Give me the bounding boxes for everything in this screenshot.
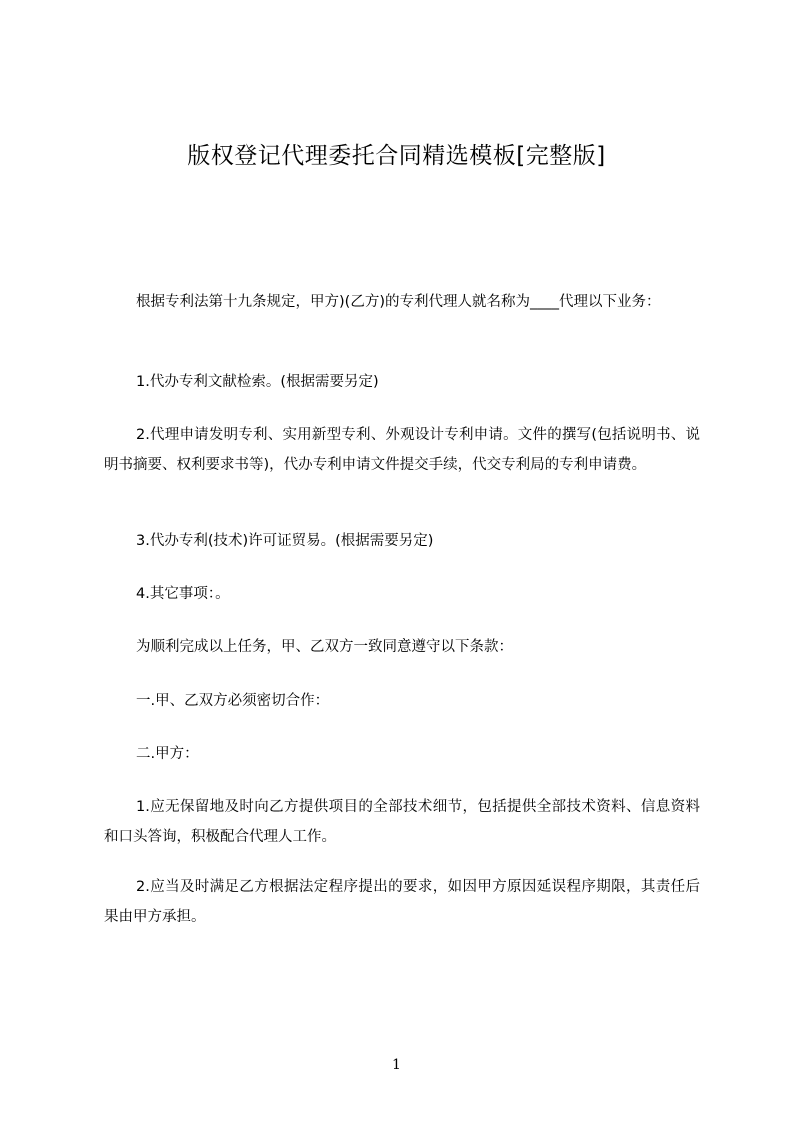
paragraph-item-2: 2.代理申请发明专利、实用新型专利、外观设计专利申请。文件的撰写(包括说明书、说明书摘要、权利要求书等)，代办专利申请文件提交手续，代交专利局的专利申请费。 [104, 427, 700, 473]
paragraph-item-3: 3.代办专利(技术)许可证贸易。(根据需要另定) [136, 533, 434, 549]
document-title: 版权登记代理委托合同精选模板[完整版] [187, 143, 606, 169]
paragraph-item-1: 1.代办专利文献检索。(根据需要另定) [136, 374, 379, 390]
paragraph-party-a-item-2: 2.应当及时满足乙方根据法定程序提出的要求，如因甲方原因延误程序期限，其责任后果由甲方承担。 [104, 879, 700, 925]
paragraph-agreement: 为顺利完成以上任务，甲、乙双方一致同意遵守以下条款： [136, 639, 513, 655]
paragraph-clause-1: 一.甲、乙双方必须密切合作： [136, 693, 330, 709]
page-number: 1 [392, 1057, 401, 1073]
paragraph-clause-2: 二.甲方： [136, 746, 199, 762]
paragraph-party-a-item-1: 1.应无保留地及时向乙方提供项目的全部技术细节，包括提供全部技术资料、信息资料和口头答询，积极配合代理人工作。 [104, 799, 700, 845]
paragraph-item-4: 4.其它事项：。 [136, 586, 230, 602]
paragraph-intro: 根据专利法第十九条规定，甲方)(乙方)的专利代理人就名称为____代理以下业务： [136, 294, 661, 310]
